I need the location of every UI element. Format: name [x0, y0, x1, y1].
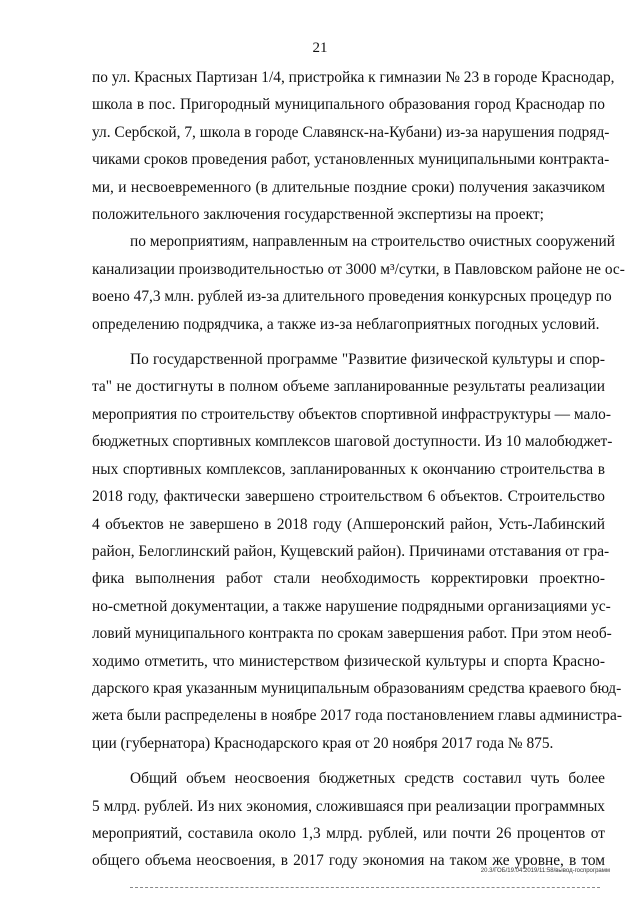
- text-line: определению подрядчика, а также из-за неблагоприятных погодных условий.: [92, 315, 600, 333]
- text-line: 4 объектов не завершено в 2018 году (Апшеронский район, Усть-Лабинский: [92, 515, 605, 533]
- paragraph: [92, 346, 622, 757]
- text-line: дарского края указанным муниципальным образованиям средства краевого бюд-: [92, 679, 622, 697]
- text-line: мероприятия по строительству объектов спортивной инфраструктуры — мало-: [92, 405, 612, 423]
- text-line: Общий объем неосвоения бюджетных средств составил чуть более: [130, 770, 605, 788]
- text-line: жета были распределены в ноябре 2017 года постановлением главы администра-: [92, 707, 622, 725]
- text-line: 5 млрд. рублей. Из них экономия, сложившаяся при реализации программных: [92, 797, 605, 815]
- text-line: фика выполнения работ стали необходимость корректировки проектно-: [92, 570, 605, 588]
- text-line: та" не достигнуты в полном объеме запланированные результаты реализации: [92, 378, 605, 396]
- text-line: чиками сроков проведения работ, установленных муниципальными контракта-: [92, 151, 610, 169]
- text-line: 2018 году, фактически завершено строительством 6 объектов. Строительство: [92, 488, 605, 506]
- text-line: положительного заключения государственной экспертизы на проект;: [92, 206, 544, 224]
- text-line: воено 47,3 млн. рублей из-за длительного проведения конкурсных процедур по: [92, 288, 612, 306]
- text-line: ул. Сербской, 7, школа в городе Славянск-на-Кубани) из-за нарушения подряд-: [92, 123, 610, 141]
- text-line: район, Белоглинский район, Кущевский район). Причинами отставания от гра-: [92, 542, 610, 560]
- text-line: общего объема неосвоения, в 2017 году экономия на таком же уровне, в том: [92, 852, 605, 870]
- text-line: но-сметной документации, а также нарушение подрядными организациями ус-: [92, 597, 611, 615]
- text-line: по ул. Красных Партизан 1/4, пристройка к гимназии № 23 в городе Краснодар,: [92, 69, 615, 86]
- footer-divider: [130, 887, 600, 888]
- paragraph: [92, 228, 625, 338]
- document-footer-code: 20.3/ГОБ/19.04.2019/11:58/вывод-госпрограмм: [480, 868, 610, 874]
- text-line: школа в пос. Пригородный муниципального образования город Краснодар по: [92, 96, 605, 114]
- page-number: 21: [312, 40, 328, 56]
- text-line: ции (губернатора) Краснодарского края от 20 ноября 2017 года № 875.: [92, 734, 554, 752]
- text-line: бюджетных спортивных комплексов шаговой доступности. Из 10 малобюджет-: [92, 433, 613, 451]
- text-line: по мероприятиям, направленным на строительство очистных сооружений: [130, 233, 615, 251]
- text-line: канализации производительностью от 3000 м³/сутки, в Павловском районе не ос-: [92, 260, 625, 278]
- text-line: ловий муниципального контракта по срокам завершения работ. При этом необ-: [92, 625, 612, 643]
- document-body: [92, 64, 625, 875]
- text-line: По государственной программе "Развитие физической культуры и спор-: [130, 351, 605, 369]
- text-line: ми, и несвоевременного (в длительные поздние сроки) получения заказчиком: [92, 178, 605, 196]
- text-line: ходимо отметить, что министерством физической культуры и спорта Красно-: [92, 652, 605, 670]
- text-line: ных спортивных комплексов, запланированных к окончанию строительства в: [92, 460, 605, 478]
- paragraph: [92, 64, 615, 228]
- paragraph: [92, 765, 605, 875]
- text-line: мероприятий, составила около 1,3 млрд. рублей, или почти 26 процентов от: [92, 824, 605, 842]
